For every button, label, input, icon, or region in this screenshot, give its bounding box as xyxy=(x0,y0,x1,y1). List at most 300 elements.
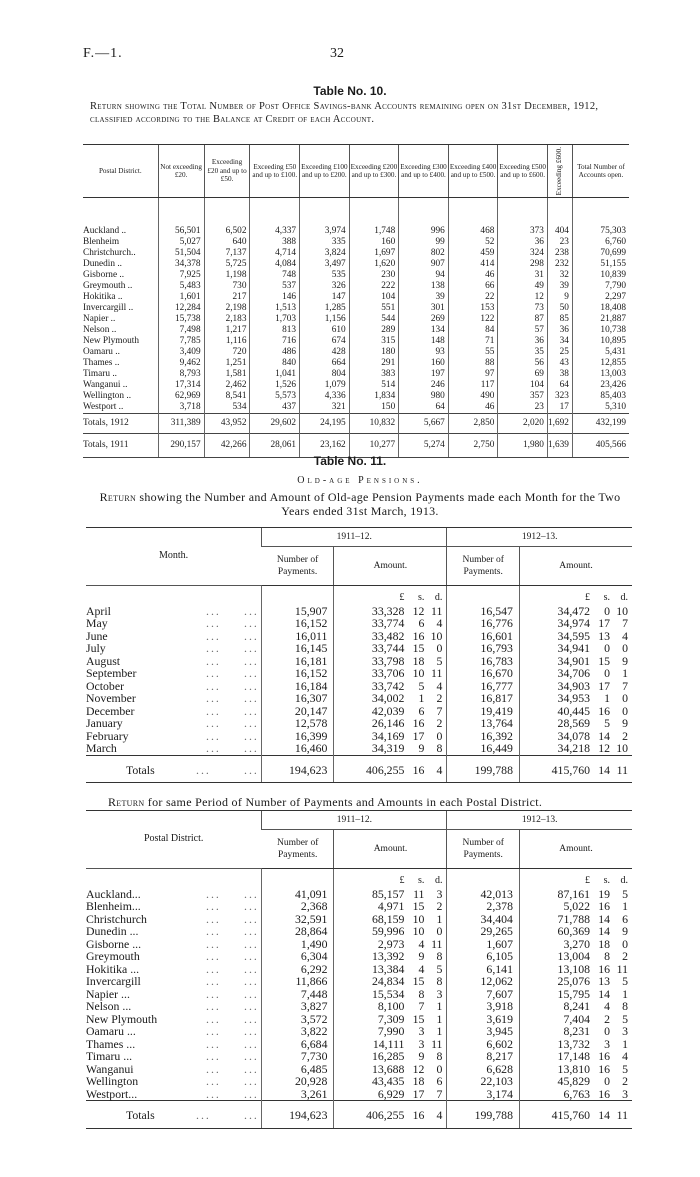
amount-part: 1 xyxy=(622,986,628,1001)
payments-count: 19,419 xyxy=(447,705,520,718)
amount-part: 15 xyxy=(412,641,425,655)
amount-part: 406,255 xyxy=(366,762,405,777)
amount-part: 18 xyxy=(412,653,425,668)
leader-dots: ... xyxy=(196,762,211,777)
amount-part: 2 xyxy=(622,949,628,963)
cell-value: 222 xyxy=(349,281,399,292)
amount-part: 34,169 xyxy=(371,728,405,743)
table-row xyxy=(86,667,632,680)
amount-part: 11 xyxy=(616,961,628,976)
amount-part: 0 xyxy=(604,666,610,680)
cell-value: 7,790 xyxy=(572,281,629,292)
row-label xyxy=(86,742,262,755)
amount-part: £ xyxy=(585,875,590,886)
amount-part: 5 xyxy=(436,961,443,976)
cell-value: 2,750 xyxy=(448,434,498,458)
cell-value: 459 xyxy=(448,248,498,259)
leader-dots: ... xyxy=(206,1086,221,1101)
label-text: Wellington xyxy=(86,1074,139,1088)
cell-value: 22 xyxy=(448,292,498,303)
amount-part: 6,929 xyxy=(377,1086,405,1101)
cell-value: 404 xyxy=(547,198,572,238)
amount-cell xyxy=(334,642,447,655)
amount-part: 1 xyxy=(418,691,425,705)
label-text: Totals xyxy=(126,762,155,777)
amount-part: 11 xyxy=(431,1036,443,1051)
district-name: Gisborne .. xyxy=(83,270,125,281)
cell-value: 32 xyxy=(547,270,572,281)
amount-part: 0 xyxy=(604,603,610,618)
amount-part: 13,384 xyxy=(371,961,405,976)
leader-dots: ... xyxy=(206,899,221,913)
amount-part: 12 xyxy=(598,741,610,755)
amount-part: 8 xyxy=(436,974,443,988)
cell-value: 1,581 xyxy=(204,369,250,380)
cell-value: 3,718 xyxy=(158,402,204,414)
cell-value: 10,839 xyxy=(572,270,629,281)
district-name: Thames .. xyxy=(83,358,120,369)
cell-value: 840 xyxy=(250,358,300,369)
amount-part: 33,798 xyxy=(371,653,405,668)
leader-dots: ... xyxy=(206,641,221,655)
amount-part: 1 xyxy=(436,999,443,1013)
leader-dots: ... xyxy=(206,1061,221,1076)
amount-part: 0 xyxy=(604,1024,610,1038)
amount-part: 0 xyxy=(622,691,628,705)
cell-value: 7,498 xyxy=(158,325,204,336)
amount-part: 7 xyxy=(436,703,443,718)
amount-part: 0 xyxy=(436,1061,443,1076)
empty-cell xyxy=(262,869,334,888)
amount-part: 11 xyxy=(616,1108,628,1122)
totals-row xyxy=(86,755,632,783)
cell-value: 8,541 xyxy=(204,391,250,402)
cell-value: 6,502 xyxy=(204,198,250,238)
amount-cell xyxy=(334,755,447,783)
amount-part: 34,595 xyxy=(557,628,590,643)
pension-district-table xyxy=(86,810,632,1129)
cell-value: 1,980 xyxy=(498,434,548,458)
empty-cell xyxy=(262,586,334,605)
cell-value: 537 xyxy=(250,281,300,292)
leader-dots: ... xyxy=(206,666,221,680)
label-text: Auckland... xyxy=(86,886,141,901)
cell-value: 551 xyxy=(349,303,399,314)
cell-value: 1,834 xyxy=(349,391,399,402)
payments-count: 7,448 xyxy=(262,988,334,1001)
number-header: Number of Payments. xyxy=(447,830,520,869)
district-name: Invercargill .. xyxy=(83,303,134,314)
amount-part: 9 xyxy=(418,741,425,755)
amount-part: 10 xyxy=(616,603,628,618)
row-label xyxy=(86,1088,262,1101)
amount-header: Amount. xyxy=(519,547,632,586)
amount-part: 34,941 xyxy=(557,641,590,655)
cell-value: 51,504 xyxy=(158,248,204,259)
payments-count: 3,572 xyxy=(262,1013,334,1026)
amount-cell xyxy=(519,1101,632,1129)
table-row xyxy=(86,617,632,630)
leader-dots: ... xyxy=(206,1036,221,1051)
amount-part: d. xyxy=(434,592,443,603)
amount-cell xyxy=(334,692,447,705)
cell-value: 1,156 xyxy=(300,314,350,325)
amount-part: 12 xyxy=(412,1061,425,1076)
cell-value: 3,824 xyxy=(300,248,350,259)
amount-part: 13,732 xyxy=(557,1036,590,1051)
cell-value: 36 xyxy=(547,325,572,336)
cell-value: 232 xyxy=(547,259,572,270)
amount-part: 0 xyxy=(604,1074,610,1088)
amount-part: 3 xyxy=(622,1024,628,1038)
label-text: August xyxy=(86,653,121,668)
amount-part: 2 xyxy=(436,716,443,730)
amount-part: 71,788 xyxy=(557,911,590,926)
amount-part: 9 xyxy=(418,1049,425,1063)
cell-value: 10,277 xyxy=(349,434,399,458)
amount-cell xyxy=(334,617,447,630)
table12-caption xyxy=(108,796,628,809)
cell-value: 468 xyxy=(448,198,498,238)
district-name: Timaru .. xyxy=(83,369,118,380)
cell-value: 42,266 xyxy=(204,434,250,458)
leader-dots: ... xyxy=(206,924,221,938)
leader-dots: ... xyxy=(244,728,259,743)
label-text: February xyxy=(86,728,129,743)
amount-part: £ xyxy=(399,592,405,603)
cell-value: 269 xyxy=(399,314,449,325)
payments-count: 16,670 xyxy=(447,667,520,680)
cell-value: 25 xyxy=(547,347,572,358)
cell-value: 85,403 xyxy=(572,391,629,402)
amount-part: 9 xyxy=(622,653,628,668)
savings-accounts-table xyxy=(83,144,629,458)
cell-value: 315 xyxy=(349,336,399,347)
cell-value: 301 xyxy=(399,303,449,314)
amount-part: 8 xyxy=(604,949,610,963)
leader-dots: ... xyxy=(244,691,259,705)
label-text: Timaru ... xyxy=(86,1049,133,1063)
table-row xyxy=(86,900,632,913)
amount-part: 5 xyxy=(622,1061,628,1076)
leader-dots: ... xyxy=(244,762,259,777)
table-row xyxy=(83,358,629,369)
table-row xyxy=(83,248,629,259)
amount-part: 0 xyxy=(622,703,628,718)
district-name: New Plymouth xyxy=(83,336,140,347)
cell-value: 326 xyxy=(300,281,350,292)
amount-part: 40,445 xyxy=(557,703,590,718)
totals-row xyxy=(86,1101,632,1129)
district-name: Westport .. xyxy=(83,402,124,413)
leader-dots: ... xyxy=(206,653,221,668)
payments-count: 22,103 xyxy=(447,1075,520,1088)
amount-part: 59,996 xyxy=(371,924,405,938)
cell-value: 1,692 xyxy=(547,414,572,434)
column-header: Total Number of Accounts open. xyxy=(572,145,629,198)
amount-part: 0 xyxy=(622,641,628,655)
cell-value: 5,027 xyxy=(158,237,204,248)
amount-cell xyxy=(334,586,447,605)
amount-part: 16 xyxy=(598,1061,610,1076)
cell-value: 51,155 xyxy=(572,259,629,270)
period2-header: 1912–13. xyxy=(447,811,632,830)
table11-caption xyxy=(90,490,630,518)
payments-count: 6,304 xyxy=(262,950,334,963)
cell-value: 160 xyxy=(349,237,399,248)
payments-count: 16,181 xyxy=(262,655,334,668)
cell-value: 71 xyxy=(448,336,498,347)
payments-count: 6,684 xyxy=(262,1038,334,1051)
cell-value: 52 xyxy=(448,237,498,248)
cell-value: 93 xyxy=(399,347,449,358)
table-row xyxy=(83,391,629,402)
cell-value: 289 xyxy=(349,325,399,336)
table-row xyxy=(83,198,629,238)
payments-count: 20,928 xyxy=(262,1075,334,1088)
cell-value: 246 xyxy=(399,380,449,391)
cell-value: 62,969 xyxy=(158,391,204,402)
cell-value: 437 xyxy=(250,402,300,414)
amount-part: 8,241 xyxy=(563,999,590,1013)
amount-part: 1 xyxy=(436,1011,443,1026)
amount-part: 13,688 xyxy=(371,1061,405,1076)
payments-count: 3,918 xyxy=(447,1000,520,1013)
amount-part: 7 xyxy=(418,999,425,1013)
cell-value: 64 xyxy=(547,380,572,391)
district-name: Auckland .. xyxy=(83,226,127,237)
amount-part: 3 xyxy=(622,1086,628,1101)
amount-part: 60,369 xyxy=(557,924,590,938)
amount-part: 406,255 xyxy=(366,1108,405,1122)
amount-cell xyxy=(519,586,632,605)
cell-value: 36 xyxy=(498,237,548,248)
cell-value: 31 xyxy=(498,270,548,281)
table-row xyxy=(83,402,629,414)
caption-text: showing the Number and Amount of Old-age Pension Payments made each Month for the Two Years ended 31st March, 1913. xyxy=(136,490,621,518)
amount-cell xyxy=(334,975,447,988)
caption-lead: Return xyxy=(90,101,123,112)
cell-value: 39 xyxy=(399,292,449,303)
payments-count: 194,623 xyxy=(262,1101,334,1129)
amount-cell xyxy=(334,1088,447,1101)
amount-part: 10 xyxy=(430,628,443,643)
payments-count: 3,945 xyxy=(447,1025,520,1038)
cell-value: 85 xyxy=(547,314,572,325)
amount-part: 10 xyxy=(616,741,628,755)
cell-value: 1,198 xyxy=(204,270,250,281)
amount-part: 16 xyxy=(598,899,610,913)
amount-part: 13 xyxy=(598,628,610,643)
table-row xyxy=(86,692,632,705)
cell-value: 4,337 xyxy=(250,198,300,238)
payments-count: 7,607 xyxy=(447,988,520,1001)
cell-value: 29,602 xyxy=(250,414,300,434)
payments-count: 16,399 xyxy=(262,730,334,743)
amount-part: 6 xyxy=(436,1074,443,1088)
amount-cell xyxy=(334,869,447,888)
amount-part: 2 xyxy=(604,1011,610,1026)
cell-value: 2,020 xyxy=(498,414,548,434)
table11-title: Table No. 11. xyxy=(313,454,387,468)
cell-value: 1,251 xyxy=(204,358,250,369)
leader-dots: ... xyxy=(244,1024,259,1038)
cell-value: 514 xyxy=(349,380,399,391)
table-row xyxy=(86,1025,632,1038)
cell-value: 238 xyxy=(547,248,572,259)
label-text: Oamaru ... xyxy=(86,1024,136,1038)
leader-dots: ... xyxy=(244,1086,259,1101)
cell-value: 1,526 xyxy=(250,380,300,391)
cell-value: 69 xyxy=(498,369,548,380)
cell-value: 486 xyxy=(250,347,300,358)
amount-part: 34,078 xyxy=(557,728,590,743)
amount-part: 3 xyxy=(418,1024,425,1038)
district-name: Oamaru .. xyxy=(83,347,120,358)
amount-part: 9 xyxy=(622,716,628,730)
column-header: Exceeding £50 and up to £100. xyxy=(250,145,300,198)
payments-count: 3,822 xyxy=(262,1025,334,1038)
amount-part: 6 xyxy=(622,911,628,926)
amount-part: 34,903 xyxy=(557,678,590,693)
leader-dots: ... xyxy=(206,703,221,718)
district-name: Wellington .. xyxy=(83,391,132,402)
cell-value: 2,183 xyxy=(204,314,250,325)
amount-part: 13,810 xyxy=(557,1061,590,1076)
table-row xyxy=(86,605,632,618)
cell-value: 1,513 xyxy=(250,303,300,314)
table-row xyxy=(83,336,629,347)
amount-part: 415,760 xyxy=(551,762,590,777)
amount-part: s. xyxy=(418,875,425,886)
cell-value: 321 xyxy=(300,402,350,414)
row-label xyxy=(86,605,262,618)
cell-value: 17,314 xyxy=(158,380,204,391)
payments-count: 16,601 xyxy=(447,630,520,643)
table-row xyxy=(86,1063,632,1076)
district-name: Totals, 1911 xyxy=(83,434,158,458)
payments-count: 16,460 xyxy=(262,742,334,755)
table-row xyxy=(86,1000,632,1013)
cell-value: 88 xyxy=(448,358,498,369)
amount-part: 7 xyxy=(436,1086,443,1101)
period1-header: 1911–12. xyxy=(262,528,447,547)
cell-value: 674 xyxy=(300,336,350,347)
amount-part: 5 xyxy=(622,974,628,988)
amount-part: 42,039 xyxy=(371,703,405,718)
amount-part: 19 xyxy=(598,886,610,901)
label-text: Nelson ... xyxy=(86,999,132,1013)
leader-dots: ... xyxy=(244,999,259,1013)
leader-dots: ... xyxy=(244,703,259,718)
amount-cell xyxy=(519,900,632,913)
district-name: Napier .. xyxy=(83,314,116,325)
amount-part: 7 xyxy=(622,616,628,630)
cell-value: 87 xyxy=(498,314,548,325)
table-row xyxy=(83,270,629,281)
table-row xyxy=(86,963,632,976)
table-row xyxy=(83,380,629,391)
cell-value: 97 xyxy=(448,369,498,380)
cell-value: 70,699 xyxy=(572,248,629,259)
leader-dots: ... xyxy=(244,886,259,901)
leader-dots: ... xyxy=(206,911,221,926)
cell-value: 907 xyxy=(399,259,449,270)
cell-value: 2,462 xyxy=(204,380,250,391)
column-header: Exceeding £100 and up to £200. xyxy=(300,145,350,198)
amount-part: 24,834 xyxy=(371,974,405,988)
amount-part: 34,218 xyxy=(557,741,590,755)
amount-header: Amount. xyxy=(334,547,447,586)
table11-subtitle xyxy=(90,474,630,487)
leader-dots: ... xyxy=(244,1074,259,1088)
cell-value: 134 xyxy=(399,325,449,336)
period2-header: 1912–13. xyxy=(447,528,632,547)
amount-part: 0 xyxy=(436,728,443,743)
amount-part: 5 xyxy=(436,653,443,668)
cell-value: 180 xyxy=(349,347,399,358)
units-row xyxy=(86,869,632,888)
amount-part: 0 xyxy=(436,924,443,938)
cell-value: 75,303 xyxy=(572,198,629,238)
leader-dots: ... xyxy=(244,653,259,668)
leader-dots: ... xyxy=(244,741,259,755)
amount-part: 7,990 xyxy=(377,1024,405,1038)
amount-part: 18 xyxy=(412,1074,425,1088)
cell-value: 335 xyxy=(300,237,350,248)
empty-cell xyxy=(447,869,520,888)
amount-cell xyxy=(519,667,632,680)
cell-value: 3,409 xyxy=(158,347,204,358)
district-name: Dunedin .. xyxy=(83,259,122,270)
amount-part: 17 xyxy=(412,1086,425,1101)
cell-value: 6,760 xyxy=(572,237,629,248)
label-text: Blenheim... xyxy=(86,899,141,913)
cell-value: 66 xyxy=(448,281,498,292)
leader-dots: ... xyxy=(244,716,259,730)
leader-dots: ... xyxy=(244,1011,259,1026)
amount-part: 16 xyxy=(598,1086,610,1101)
amount-part: 4 xyxy=(436,762,443,777)
amount-part: 16 xyxy=(412,716,425,730)
row-label xyxy=(86,755,262,783)
district-name: Nelson .. xyxy=(83,325,117,336)
cell-value: 9 xyxy=(547,292,572,303)
row-label xyxy=(86,617,262,630)
amount-part: 14 xyxy=(598,728,610,743)
table-row xyxy=(83,347,629,358)
payments-count: 6,141 xyxy=(447,963,520,976)
column-header: Not exceeding £20. xyxy=(158,145,204,198)
amount-part: 33,706 xyxy=(371,666,405,680)
amount-part: 33,482 xyxy=(371,628,405,643)
amount-part: 14 xyxy=(598,924,610,938)
amount-part: 33,774 xyxy=(371,616,405,630)
cell-value: 1,620 xyxy=(349,259,399,270)
payments-count: 16,145 xyxy=(262,642,334,655)
caption-lead: Return xyxy=(99,490,137,504)
amount-cell xyxy=(519,742,632,755)
cell-value: 1,217 xyxy=(204,325,250,336)
payments-count: 3,261 xyxy=(262,1088,334,1101)
amount-part: 5,022 xyxy=(563,899,590,913)
units-row xyxy=(86,586,632,605)
cell-value: 13,003 xyxy=(572,369,629,380)
amount-cell xyxy=(519,642,632,655)
cell-value: 748 xyxy=(250,270,300,281)
amount-part: d. xyxy=(434,875,443,886)
leader-dots: ... xyxy=(206,974,221,988)
